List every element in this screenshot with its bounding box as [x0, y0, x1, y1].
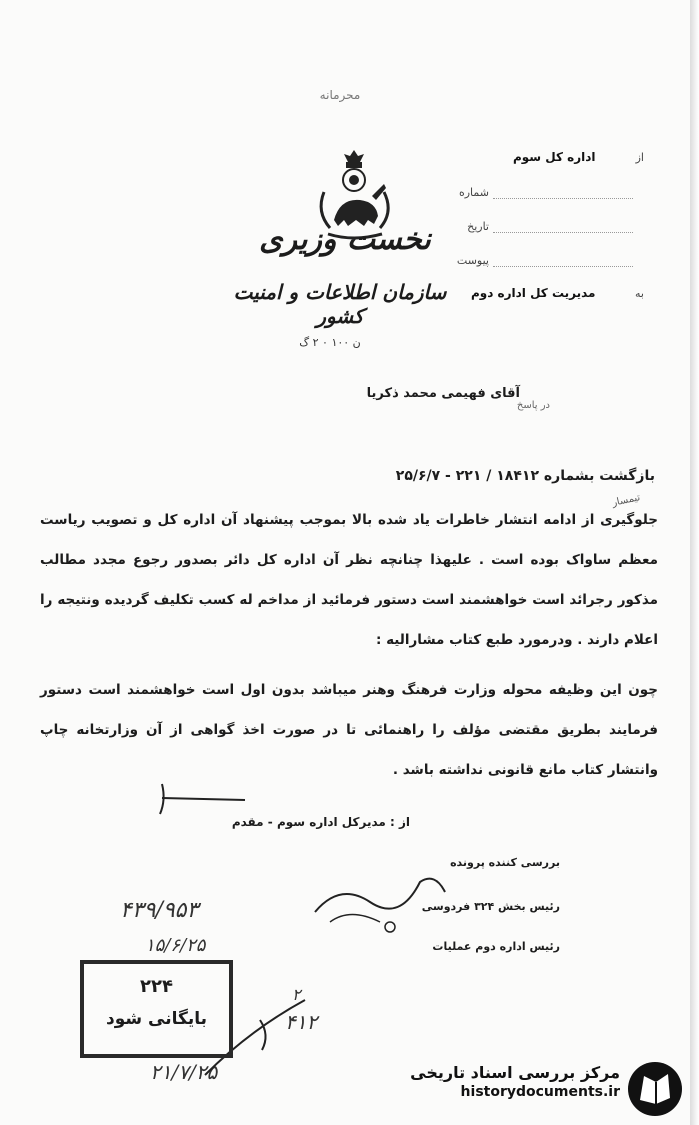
signature-line: از : مدیرکل اداره سوم - مقدم — [231, 815, 410, 829]
field-label: شماره — [458, 186, 489, 199]
handwritten-note: تیمسار — [611, 492, 642, 509]
stamp-text: بایگانی شود — [105, 1009, 208, 1029]
watermark-title: مرکز بررسی اسناد تاریخی — [410, 1063, 620, 1082]
handwritten-number-1: ۴۳۹/۹۵۳ — [120, 898, 199, 923]
review-line-1: بررسی کننده پرونده — [450, 856, 560, 869]
handwritten-number-4: ۴۱۲ — [285, 1010, 318, 1034]
paragraph-1: جلوگیری از ادامه انتشار خاطرات یاد شده بالا بموجب پیشنهاد آن اداره کل و تصویب ریاست معظم ساواک بوده است . علیهذا چنانچه نظر آن اداره کل دائر بصدور رجوع مجدد مطالب مذکور رجرائد است خواهشمند است دستور فرمائید از مداخم له کسب تکلیف گردیده ونتیجه را اعلام دارند . ودرمورد طبع کتاب مشارالیه : — [40, 512, 658, 648]
header-field-attachment — [444, 254, 644, 272]
field-label: پیوست — [456, 254, 489, 267]
reference-code: ن ۱۰۰ ۰ ۲ گ — [299, 336, 361, 349]
top-note: محرمانه — [319, 88, 361, 102]
watermark-url: historydocuments.ir — [460, 1084, 620, 1100]
field-dotted-line — [493, 256, 633, 267]
header-field-from — [444, 150, 644, 168]
field-dotted-line — [493, 222, 633, 233]
review-line-2: رئیس بخش ۳۲۴ فردوسی — [421, 900, 560, 913]
reference-line: بازگشت بشماره ۱۸۴۱۲ / ۲۲۱ - ۲۵/۶/۷ — [395, 468, 655, 484]
field-label: تاریخ — [467, 220, 489, 233]
org-name-savak: سازمان اطلاعات و امنیت کشور — [233, 280, 447, 328]
header-field-number — [444, 186, 644, 204]
field-dotted-line — [493, 188, 633, 199]
handwritten-number-5: ۲۱/۷/۲۵ — [150, 1060, 218, 1084]
review-line-3: رئیس اداره دوم عملیات — [432, 940, 560, 953]
stamp-number: ۲۲۴ — [140, 976, 173, 997]
header-field-to — [444, 286, 644, 304]
field-value: اداره کل سوم — [512, 150, 596, 164]
signature-mark-icon — [150, 780, 250, 820]
archive-stamp — [80, 960, 233, 1058]
subject-recipient: آقای فهیمی محمد ذکریا — [366, 386, 520, 401]
handwritten-signature-icon — [310, 862, 450, 942]
page-edge-shadow — [690, 0, 699, 1125]
handwritten-number-2: ۱۵/۶/۲۵ — [145, 935, 206, 956]
field-value: مدیریت کل اداره دوم — [470, 286, 596, 300]
field-label: از — [635, 151, 644, 164]
header-field-date — [444, 220, 644, 238]
handwritten-number-3: ۲ — [292, 985, 301, 1004]
paragraph-2: چون این وظیفه محوله وزارت فرهنگ وهنر میباشد بدون اول است خواهشمند است دستور فرمایند بطریق مقتضی مؤلف را راهنمائی تا در صورت اخذ گواهی از آن وزارتخانه چاپ وانتشار کتاب مانع قانونی نداشته باشد . — [40, 682, 658, 778]
historydocuments-logo-icon — [626, 1060, 684, 1118]
reply-note: در پاسخ — [516, 400, 550, 411]
field-label: به — [635, 287, 644, 300]
watermark-text — [395, 1063, 620, 1100]
org-name-prime-ministry: نخست وزیری — [259, 222, 431, 257]
